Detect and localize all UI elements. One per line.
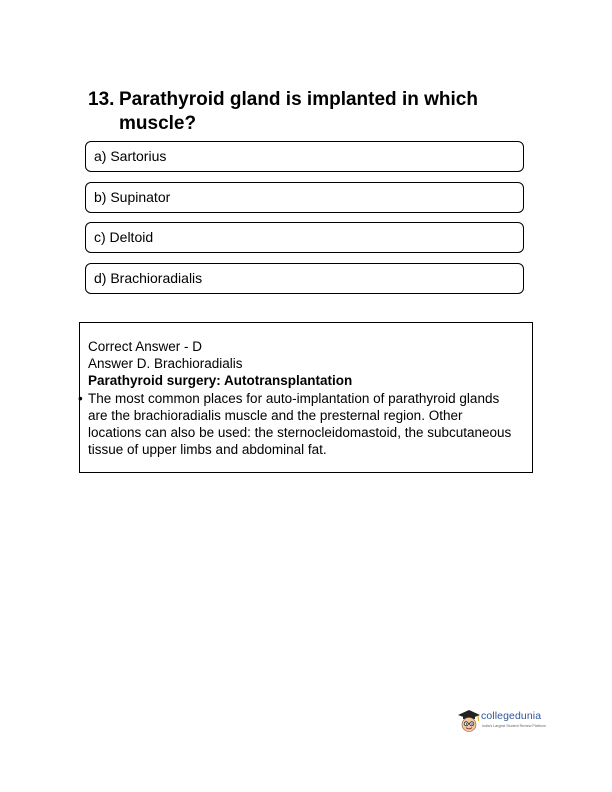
question <box>88 88 528 136</box>
option-a[interactable]: a) Sartorius <box>85 141 524 172</box>
option-d[interactable]: d) Brachioradialis <box>85 263 524 294</box>
explanation-body: The most common places for auto-implantation of parathyroid glands are the brachioradialis muscle and the presternal region. Other locations can also be used: the sternocleidomastoid, the subcutaneous tissue of upper limbs and abdominal fat. <box>88 391 512 457</box>
explanation-text <box>78 390 518 458</box>
question-number: 13. <box>88 89 115 110</box>
option-c[interactable]: c) Deltoid <box>85 222 524 253</box>
question-text: Parathyroid gland is implanted in which muscle? <box>119 89 478 134</box>
explanation-heading: Parathyroid surgery: Autotransplantation <box>88 373 353 388</box>
option-b[interactable]: b) Supinator <box>85 182 524 213</box>
answer-line: Answer D. Brachioradialis <box>88 356 243 371</box>
bullet-icon: • <box>78 391 83 406</box>
collegedunia-logo <box>456 706 560 736</box>
logo-name: collegedunia <box>481 710 542 722</box>
logo-tagline: India's Largest Student Review Platform <box>482 724 546 728</box>
answer-box <box>79 322 533 473</box>
graduate-mascot-icon <box>456 708 482 734</box>
correct-answer-line: Correct Answer - D <box>88 339 203 354</box>
